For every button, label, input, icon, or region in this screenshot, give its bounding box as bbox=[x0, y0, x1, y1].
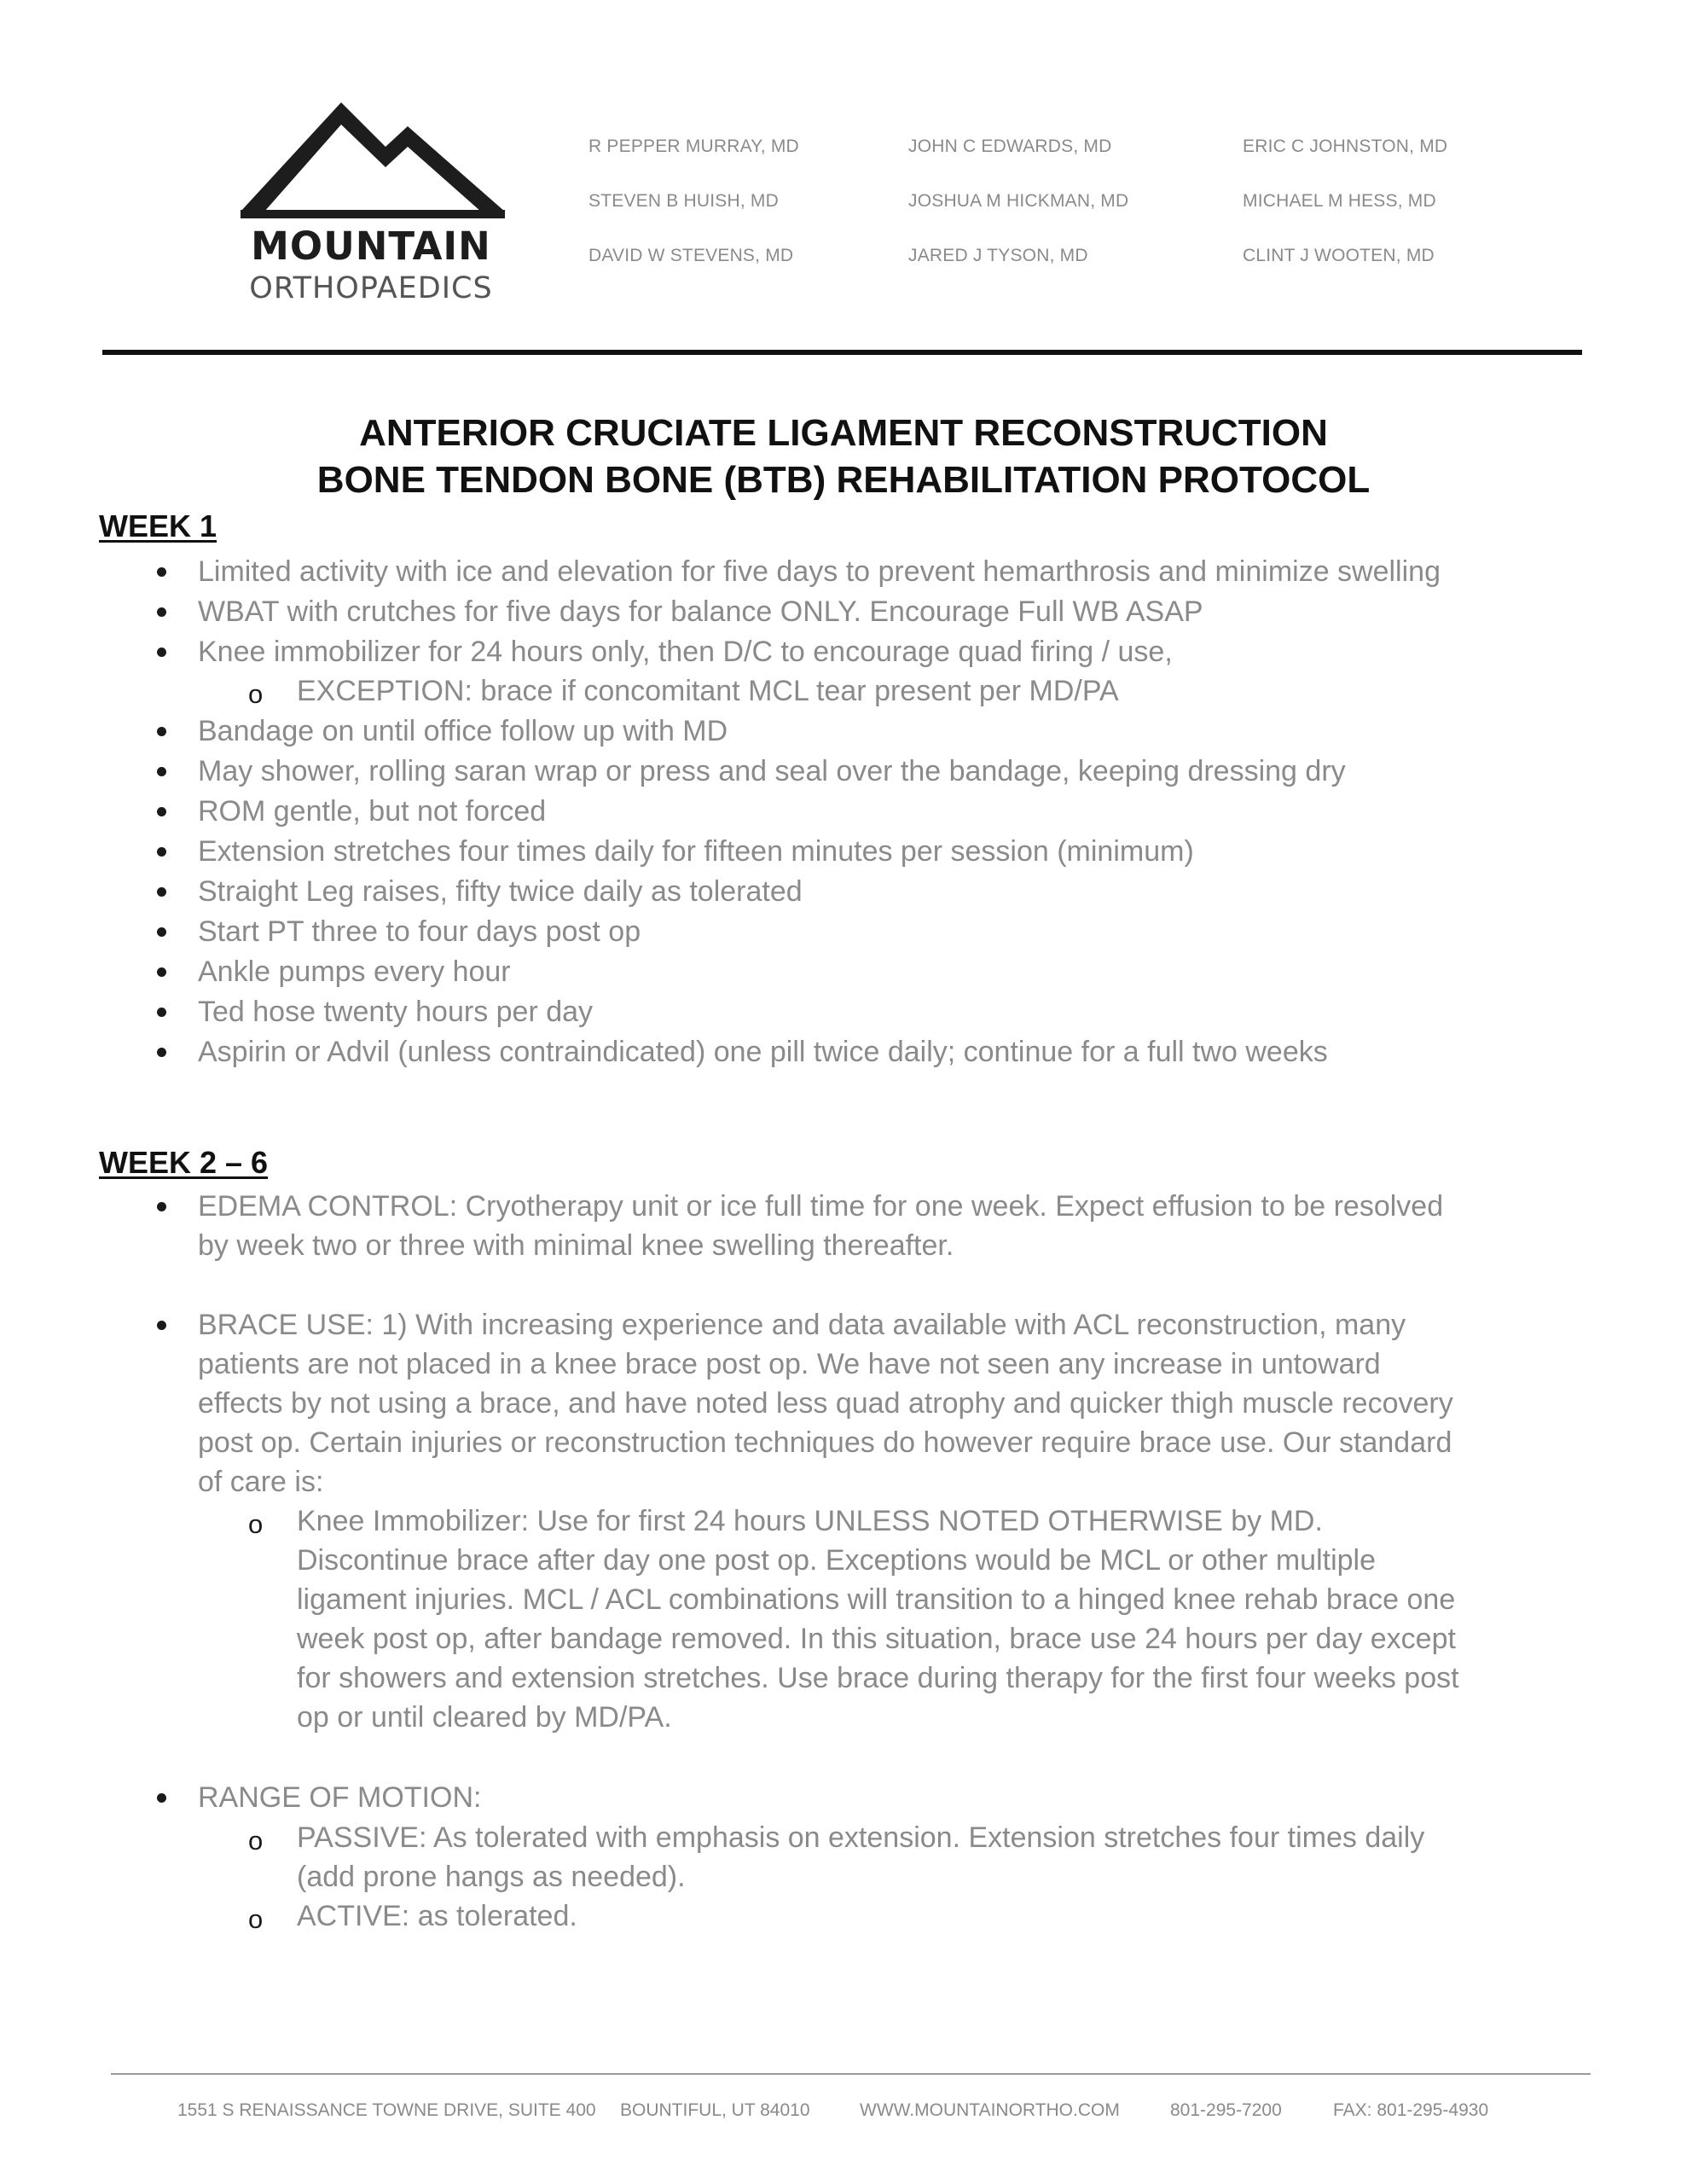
physician-name: STEVEN B HUISH, MD bbox=[588, 191, 779, 211]
bullet-icon bbox=[157, 607, 166, 617]
sub-bullet-icon: o bbox=[248, 1509, 264, 1539]
passive-rom-line: (add prone hangs as needed). bbox=[297, 1861, 686, 1893]
bullet-icon bbox=[157, 648, 166, 657]
bullet-icon bbox=[157, 847, 166, 857]
passive-rom-line: PASSIVE: As tolerated with emphasis on extension. Extension stretches four times daily bbox=[297, 1821, 1425, 1854]
list-item: Straight Leg raises, fifty twice daily as tolerated bbox=[198, 875, 803, 908]
bullet-icon bbox=[157, 887, 166, 897]
logo-wordmark-primary: MOUNTAIN bbox=[251, 224, 491, 269]
document-title: ANTERIOR CRUCIATE LIGAMENT RECONSTRUCTION bbox=[359, 412, 1328, 454]
list-item: Start PT three to four days post op bbox=[198, 915, 641, 948]
brace-use-line: post op. Certain injuries or reconstruction techniques do however require brace use. Our standard bbox=[198, 1426, 1452, 1459]
physician-list bbox=[588, 136, 1535, 273]
bullet-icon bbox=[157, 1793, 166, 1803]
knee-immobilizer-line: ligament injuries. MCL / ACL combinations will transition to a hinged knee rehab brace one bbox=[297, 1583, 1456, 1616]
active-rom-line: ACTIVE: as tolerated. bbox=[297, 1900, 577, 1932]
list-item: Limited activity with ice and elevation for five days to prevent hemarthrosis and minimize swelling bbox=[198, 555, 1441, 588]
knee-immobilizer-line: op or until cleared by MD/PA. bbox=[297, 1701, 672, 1734]
bullet-icon bbox=[157, 767, 166, 776]
physician-name: ERIC C JOHNSTON, MD bbox=[1243, 136, 1448, 156]
footer-divider bbox=[111, 2073, 1591, 2075]
list-item: ROM gentle, but not forced bbox=[198, 795, 547, 828]
footer-website: WWW.MOUNTAINORTHO.COM bbox=[860, 2100, 1120, 2120]
physician-name: MICHAEL M HESS, MD bbox=[1243, 191, 1436, 211]
physician-name: JARED J TYSON, MD bbox=[908, 246, 1088, 265]
footer-fax: FAX: 801-295-4930 bbox=[1333, 2100, 1489, 2120]
list-item: Ted hose twenty hours per day bbox=[198, 996, 594, 1028]
sub-bullet-icon: o bbox=[248, 679, 264, 709]
range-of-motion-heading: RANGE OF MOTION: bbox=[198, 1781, 482, 1814]
knee-immobilizer-line: Discontinue brace after day one post op. Exceptions would be MCL or other multiple bbox=[297, 1544, 1376, 1577]
edema-control-line: EDEMA CONTROL: Cryotherapy unit or ice full time for one week. Expect effusion to be resolved bbox=[198, 1190, 1444, 1223]
logo-wordmark-secondary: ORTHOPAEDICS bbox=[249, 271, 493, 305]
practice-logo bbox=[230, 102, 512, 316]
bullet-icon bbox=[157, 727, 166, 736]
bullet-icon bbox=[157, 567, 166, 577]
bullet-icon bbox=[157, 967, 166, 977]
footer-phone: 801-295-7200 bbox=[1170, 2100, 1282, 2120]
header-divider bbox=[102, 350, 1582, 355]
mountain-logo-icon bbox=[241, 102, 505, 220]
brace-use-line: of care is: bbox=[198, 1466, 324, 1498]
week-2-6-heading: WEEK 2 – 6 bbox=[99, 1145, 269, 1180]
bullet-icon bbox=[157, 807, 166, 816]
brace-use-line: effects by not using a brace, and have noted less quad atrophy and quicker thigh muscle recovery bbox=[198, 1387, 1453, 1420]
physician-name: CLINT J WOOTEN, MD bbox=[1243, 246, 1435, 265]
knee-immobilizer-line: for showers and extension stretches. Use brace during therapy for the first four weeks post bbox=[297, 1662, 1459, 1694]
list-item: Bandage on until office follow up with MD bbox=[198, 715, 728, 747]
bullet-icon bbox=[157, 1008, 166, 1017]
bullet-icon bbox=[157, 1048, 166, 1057]
sub-list-item: EXCEPTION: brace if concomitant MCL tear present per MD/PA bbox=[297, 675, 1119, 707]
physician-name: DAVID W STEVENS, MD bbox=[588, 246, 794, 265]
list-item: Knee immobilizer for 24 hours only, then D/C to encourage quad firing / use, bbox=[198, 636, 1173, 668]
list-item: Ankle pumps every hour bbox=[198, 956, 511, 988]
sub-bullet-icon: o bbox=[248, 1826, 264, 1856]
physician-name: JOHN C EDWARDS, MD bbox=[908, 136, 1112, 156]
list-item: WBAT with crutches for five days for balance ONLY. Encourage Full WB ASAP bbox=[198, 595, 1203, 628]
physician-name: R PEPPER MURRAY, MD bbox=[588, 136, 799, 156]
brace-use-line: patients are not placed in a knee brace post op. We have not seen any increase in untoward bbox=[198, 1348, 1381, 1380]
knee-immobilizer-line: week post op, after bandage removed. In this situation, brace use 24 hours per day except bbox=[297, 1623, 1456, 1655]
footer-city: BOUNTIFUL, UT 84010 bbox=[620, 2100, 810, 2120]
document-subtitle: BONE TENDON BONE (BTB) REHABILITATION PROTOCOL bbox=[316, 459, 1371, 501]
bullet-icon bbox=[157, 1202, 166, 1211]
bullet-icon bbox=[157, 927, 166, 937]
list-item: Aspirin or Advil (unless contraindicated) one pill twice daily; continue for a full two weeks bbox=[198, 1036, 1328, 1068]
edema-control-line: by week two or three with minimal knee swelling thereafter. bbox=[198, 1229, 954, 1262]
footer-address: 1551 S RENAISSANCE TOWNE DRIVE, SUITE 400 bbox=[177, 2100, 596, 2120]
physician-name: JOSHUA M HICKMAN, MD bbox=[908, 191, 1129, 211]
list-item: Extension stretches four times daily for fifteen minutes per session (minimum) bbox=[198, 835, 1194, 868]
knee-immobilizer-line: Knee Immobilizer: Use for first 24 hours UNLESS NOTED OTHERWISE by MD. bbox=[297, 1505, 1323, 1537]
week-1-heading: WEEK 1 bbox=[99, 508, 217, 543]
bullet-icon bbox=[157, 1321, 166, 1330]
list-item: May shower, rolling saran wrap or press and seal over the bandage, keeping dressing dry bbox=[198, 755, 1346, 787]
sub-bullet-icon: o bbox=[248, 1904, 264, 1934]
brace-use-line: BRACE USE: 1) With increasing experience and data available with ACL reconstruction, many bbox=[198, 1309, 1406, 1341]
